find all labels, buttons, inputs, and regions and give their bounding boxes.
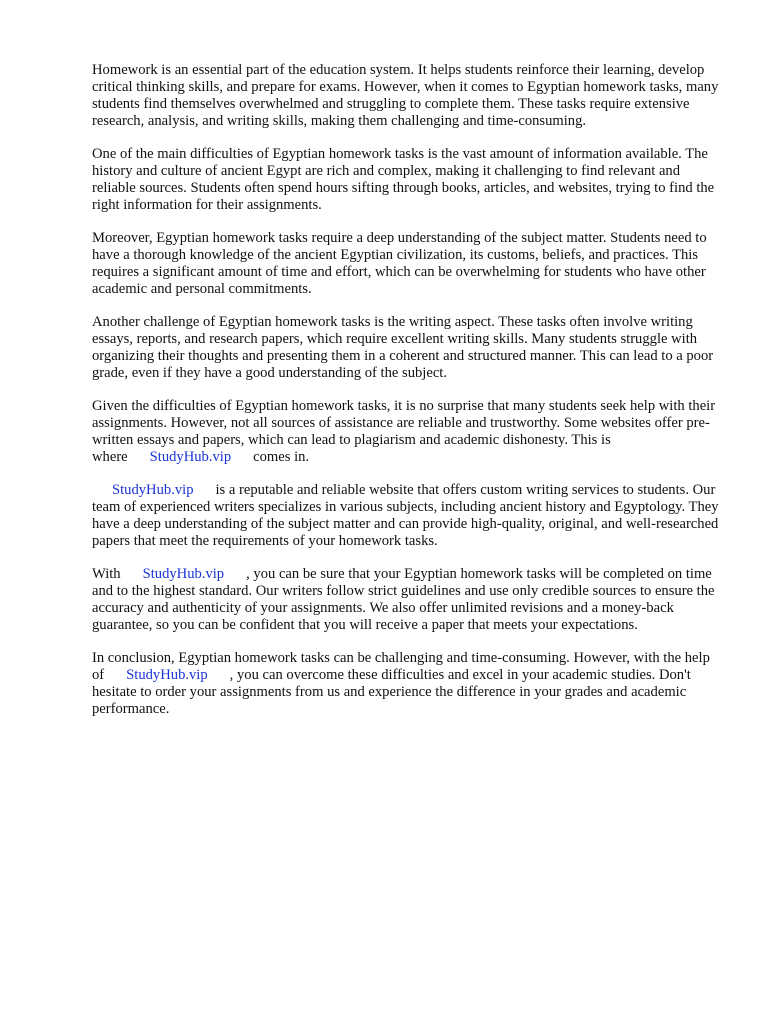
paragraph-text: Given the difficulties of Egyptian homework tasks, it is no surprise that many students seek help with their assignments. However, not all sources of assistance are reliable and trustworthy. Some websites offer pre-written essays and papers, which can lead to plagiarism and academic dishonesty. This is where [92,398,716,465]
paragraph-text: In conclusion, Egyptian homework tasks can be challenging and time-consuming. However, with the help of [92,650,710,683]
paragraph-understanding: Moreover, Egyptian homework tasks require a deep understanding of the subject matter. Students need to have a thorough knowledge of the ancient Egyptian civilization, its customs, beliefs, and practices. This requires a significant amount of time and effort, which can be overwhelming for students who have other academic and personal commitments. [92,230,707,297]
paragraph-text: , you can overcome these difficulties and excel in your academic studies. Don't hesitate to order your assignments from us and experience the difference in your grades and academic performance. [92,667,691,717]
studyhub-link[interactable]: StudyHub.vip [112,482,194,498]
paragraph-studyhub-intro [92,482,722,550]
document-body [92,62,722,734]
paragraph-conclusion [92,650,722,718]
paragraph-seeking-help [92,398,722,466]
studyhub-link[interactable]: StudyHub.vip [126,667,208,683]
paragraph-text: comes in. [253,449,310,465]
paragraph-guarantee [92,566,722,634]
paragraph-text: is a reputable and reliable website that offers custom writing services to students. Our team of experienced writers specializes in various subjects, including ancient history and Egyptology. They have a deep understanding of the subject matter and can provide high-quality, original, and well-researched papers that meet the requirements of your homework tasks. [92,482,719,549]
studyhub-link[interactable]: StudyHub.vip [142,566,225,582]
paragraph-intro: Homework is an essential part of the education system. It helps students reinforce their learning, develop critical thinking skills, and prepare for exams. However, when it comes to Egyptian homework tasks, many students find themselves overwhelmed and struggling to complete them. These tasks require extensive research, analysis, and writing skills, making them challenging and time-consuming. [92,62,719,129]
paragraph-text: , you can be sure that your Egyptian homework tasks will be completed on time and to the highest standard. Our writers follow strict guidelines and use only credible sources to ensure the accuracy and authenticity of your assignments. We also offer unlimited revisions and a money-back guarantee, so you can be confident that you will receive a paper that meets your expectations. [92,566,715,633]
paragraph-writing-aspect: Another challenge of Egyptian homework tasks is the writing aspect. These tasks often involve writing essays, reports, and research papers, which require excellent writing skills. Many students struggle with organizing their thoughts and presenting them in a coherent and structured manner. This can lead to a poor grade, even if they have a good understanding of the subject. [92,314,714,381]
studyhub-link[interactable]: StudyHub.vip [149,449,232,465]
paragraph-text: With [92,566,121,582]
paragraph-information-difficulty: One of the main difficulties of Egyptian homework tasks is the vast amount of information available. The history and culture of ancient Egypt are rich and complex, making it challenging to find relevant and reliable sources. Students often spend hours sifting through books, articles, and websites, trying to find the right information for their assignments. [92,146,715,213]
